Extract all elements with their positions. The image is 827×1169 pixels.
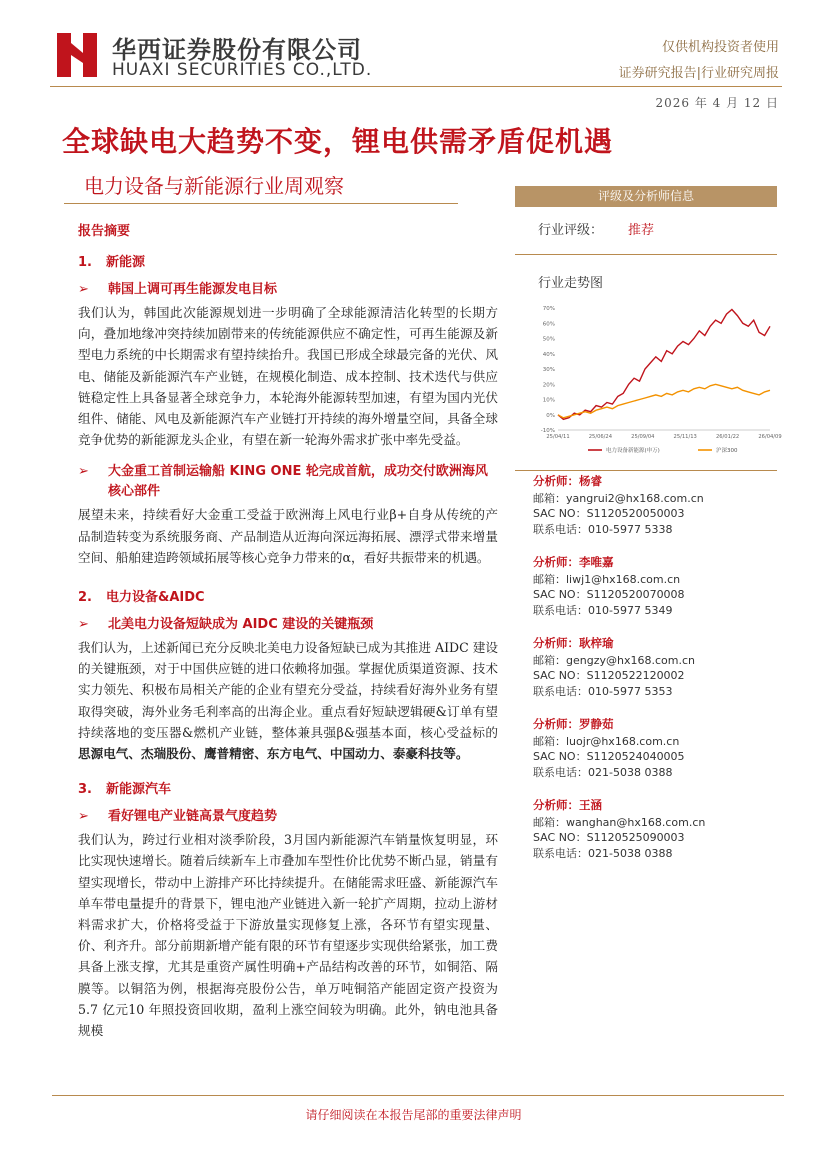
legend-label: 沪深300: [716, 448, 738, 454]
x-tick-label: 25/04/11: [546, 434, 570, 440]
series-line: [558, 310, 770, 420]
section-heading: 3. 新能源汽车: [78, 782, 172, 798]
report-date: 2026 年 4 月 12 日: [655, 96, 779, 110]
analyst-phone: 010-5977 5338: [588, 522, 673, 536]
company-name-en: HUAXI SECURITIES CO.,LTD.: [112, 60, 373, 80]
analyst-name: 杨睿: [579, 474, 602, 488]
arrow-bullet-icon: ➢: [78, 809, 89, 825]
analyst-sac: S1120525090003: [586, 831, 685, 844]
paragraph: 我们认为，上述新闻已充分反映北美电力设备短缺已成为其推进 AIDC 建设的关键瓶颈，对于中国供应链的进口依赖将加强。掌握优质渠道资源、技术实力领先、积极布局相关产能的企业有望充分受益，持续看好海外业务有望取得突破，海外业务毛利率高的出海企业。重点看好短缺逻辑硬&订单有望持续落地的变压器&燃机产业链，整体兼具强β&强基本面，核心受益标的思源电气、杰瑞股份、鹰普精密、东方电气、中国动力、泰豪科技等。: [78, 640, 498, 762]
y-tick-label: 0%: [546, 412, 555, 419]
key-stocks: 思源电气、杰瑞股份、鹰普精密、东方电气、中国动力、泰豪科技等。: [78, 746, 469, 762]
analyst-phone: 021-5038 0388: [588, 765, 673, 779]
industry-trend-chart: [528, 300, 782, 462]
section-heading: 2. 电力设备&AIDC: [78, 590, 205, 606]
report-subtitle: 电力设备与新能源行业周观察: [84, 174, 344, 198]
section-heading: 1. 新能源: [78, 255, 146, 270]
huaxi-logo-icon: [57, 33, 97, 77]
report-type: 证券研究报告|行业研究周报: [618, 66, 779, 81]
analyst-phone: 021-5038 0388: [588, 846, 673, 860]
report-title: 全球缺电大趋势不变，锂电供需矛盾促机遇: [62, 125, 614, 158]
analyst-card: 分析师：罗静茹 邮箱：luojr@hx168.com.cn SAC NO：S1120524040005 联系电话：021-5038 0388: [533, 717, 685, 779]
analyst-email: liwj1@hx168.com.cn: [566, 572, 681, 586]
analyst-phone: 010-5977 5353: [588, 684, 673, 698]
x-tick-label: 25/09/04: [631, 434, 655, 440]
footer-divider: [52, 1095, 784, 1096]
rating-value: 推荐: [628, 223, 655, 238]
subtitle-divider: [64, 203, 458, 204]
sidebar-divider: [515, 254, 777, 255]
analyst-email: gengzy@hx168.com.cn: [566, 653, 695, 667]
bullet-heading: ➢ 北美电力设备短缺成为 AIDC 建设的关键瓶颈: [78, 615, 498, 635]
y-tick-label: 10%: [542, 397, 555, 404]
analyst-sac: S1120520050003: [586, 507, 685, 520]
paragraph: 展望未来，持续看好大金重工受益于欧洲海上风电行业β+自身从传统的产品制造转变为系统服务商、产品制造从近海向深远海拓展、漂浮式带来增量空间、船舶建造跨领域拓展等核心竞争力带来的α，看好共振带来的机遇。: [78, 507, 498, 565]
audience-note: 仅供机构投资者使用: [661, 40, 779, 55]
analyst-sac: S1120522120002: [586, 669, 685, 682]
bullet-heading: ➢ 看好锂电产业链高景气度趋势: [78, 807, 498, 827]
trend-chart-label: 行业走势图: [538, 276, 604, 291]
analyst-email: yangrui2@hx168.com.cn: [566, 491, 704, 505]
bullet-heading: ➢ 大金重工首制运输船 KING ONE 轮完成首航，成功交付欧洲海风核心部件: [78, 464, 488, 500]
analyst-sac: S1120520070008: [586, 588, 685, 601]
analyst-card: 分析师：杨睿 邮箱：yangrui2@hx168.com.cn SAC NO：S1120520050003 联系电话：010-5977 5338: [533, 474, 704, 536]
legal-disclaimer: 请仔细阅读在本报告尾部的重要法律声明: [305, 1108, 522, 1122]
y-tick-label: 20%: [542, 382, 555, 389]
x-tick-label: 26/01/22: [715, 434, 740, 440]
summary-heading: 报告摘要: [78, 224, 131, 239]
analyst-card: 分析师：王涵 邮箱：wanghan@hx168.com.cn SAC NO：S1120525090003 联系电话：021-5038 0388: [533, 798, 706, 860]
y-tick-label: 70%: [542, 306, 555, 312]
rating-label: 行业评级：: [538, 223, 604, 238]
y-tick-label: 50%: [542, 336, 555, 343]
y-tick-label: 40%: [542, 351, 555, 358]
y-tick-label: -10%: [540, 428, 555, 434]
y-tick-label: 60%: [542, 321, 555, 328]
analyst-phone: 010-5977 5349: [588, 603, 673, 617]
analyst-card: 分析师：李唯嘉 邮箱：liwj1@hx168.com.cn SAC NO：S1120520070008 联系电话：010-5977 5349: [533, 555, 685, 617]
y-tick-label: 30%: [542, 367, 555, 373]
x-tick-label: 25/11/13: [673, 434, 697, 440]
arrow-bullet-icon: ➢: [78, 617, 89, 633]
bullet-heading: ➢ 韩国上调可再生能源发电目标: [78, 280, 498, 300]
report-summary: [78, 216, 498, 1053]
arrow-bullet-icon: ➢: [78, 282, 89, 297]
legend-label: 电力设备新能源(申万): [606, 448, 660, 454]
series-line: [558, 384, 770, 418]
company-name-cn: 华西证券股份有限公司: [112, 36, 362, 64]
analyst-name: 王涵: [579, 798, 602, 812]
analyst-email: luojr@hx168.com.cn: [566, 734, 680, 748]
x-tick-label: 25/06/24: [588, 434, 613, 440]
x-tick-label: 26/04/09: [758, 434, 782, 440]
analyst-sac: S1120524040005: [586, 750, 685, 763]
analyst-name: 耿梓瑜: [579, 636, 614, 650]
analyst-name: 罗静茹: [579, 717, 614, 731]
paragraph: 我们认为，跨过行业相对淡季阶段，3月国内新能源汽车销量恢复明显，环比实现快速增长。随着后续新车上市叠加车型性价比优势不断凸显，销量有望实现增长，带动中上游排产环比持续提升。在储能需求旺盛、新能源汽车单车带电量提升的背景下，锂电池产业链进入新一轮扩产周期，拉动上游材料需求扩大，价格将受益于下游放量实现修复上涨，各环节有望实现量、价、利齐升。部分前期新增产能有限的环节有望逐步实现供给紧张，加工费具备上涨支撑，尤其是重资产属性明确+产品结构改善的环节，如铜箔、隔膜等。以铜箔为例，根据海亮股份公告，单万吨铜箔产能固定资产投资为 5.7 亿元10 年照投资回收期，盈利上涨空间较为明确。此外，钠电池具备规模: [78, 832, 498, 1039]
analyst-card: 分析师：耿梓瑜 邮箱：gengzy@hx168.com.cn SAC NO：S1120522120002 联系电话：010-5977 5353: [533, 636, 695, 698]
arrow-bullet-icon: ➢: [78, 464, 89, 480]
analyst-name: 李唯嘉: [579, 555, 614, 569]
sidebar-divider: [515, 470, 777, 471]
header-divider: [50, 86, 782, 87]
rating-box-title: 评级及分析师信息: [515, 186, 777, 207]
paragraph: 我们认为，韩国此次能源规划进一步明确了全球能源清洁化转型的长期方向，叠加地缘冲突持续加剧带来的传统能源供应不确定性，可再生能源及新型电力系统的中长期需求有望持续抬升。我国已形成全球最完备的光伏、风电、储能及新能源汽车产业链，在规模化制造、成本控制、技术迭代与供应链稳定性上具备显著全球竞争力，本轮海外能源转型加速，有望为国内光伏组件、储能、风电及新能源汽车产业链打开持续的海外增量空间，具备全球竞争优势的新能源龙头企业，有望在新一轮海外需求扩张中率先受益。: [78, 305, 498, 448]
analyst-email: wanghan@hx168.com.cn: [566, 815, 706, 829]
